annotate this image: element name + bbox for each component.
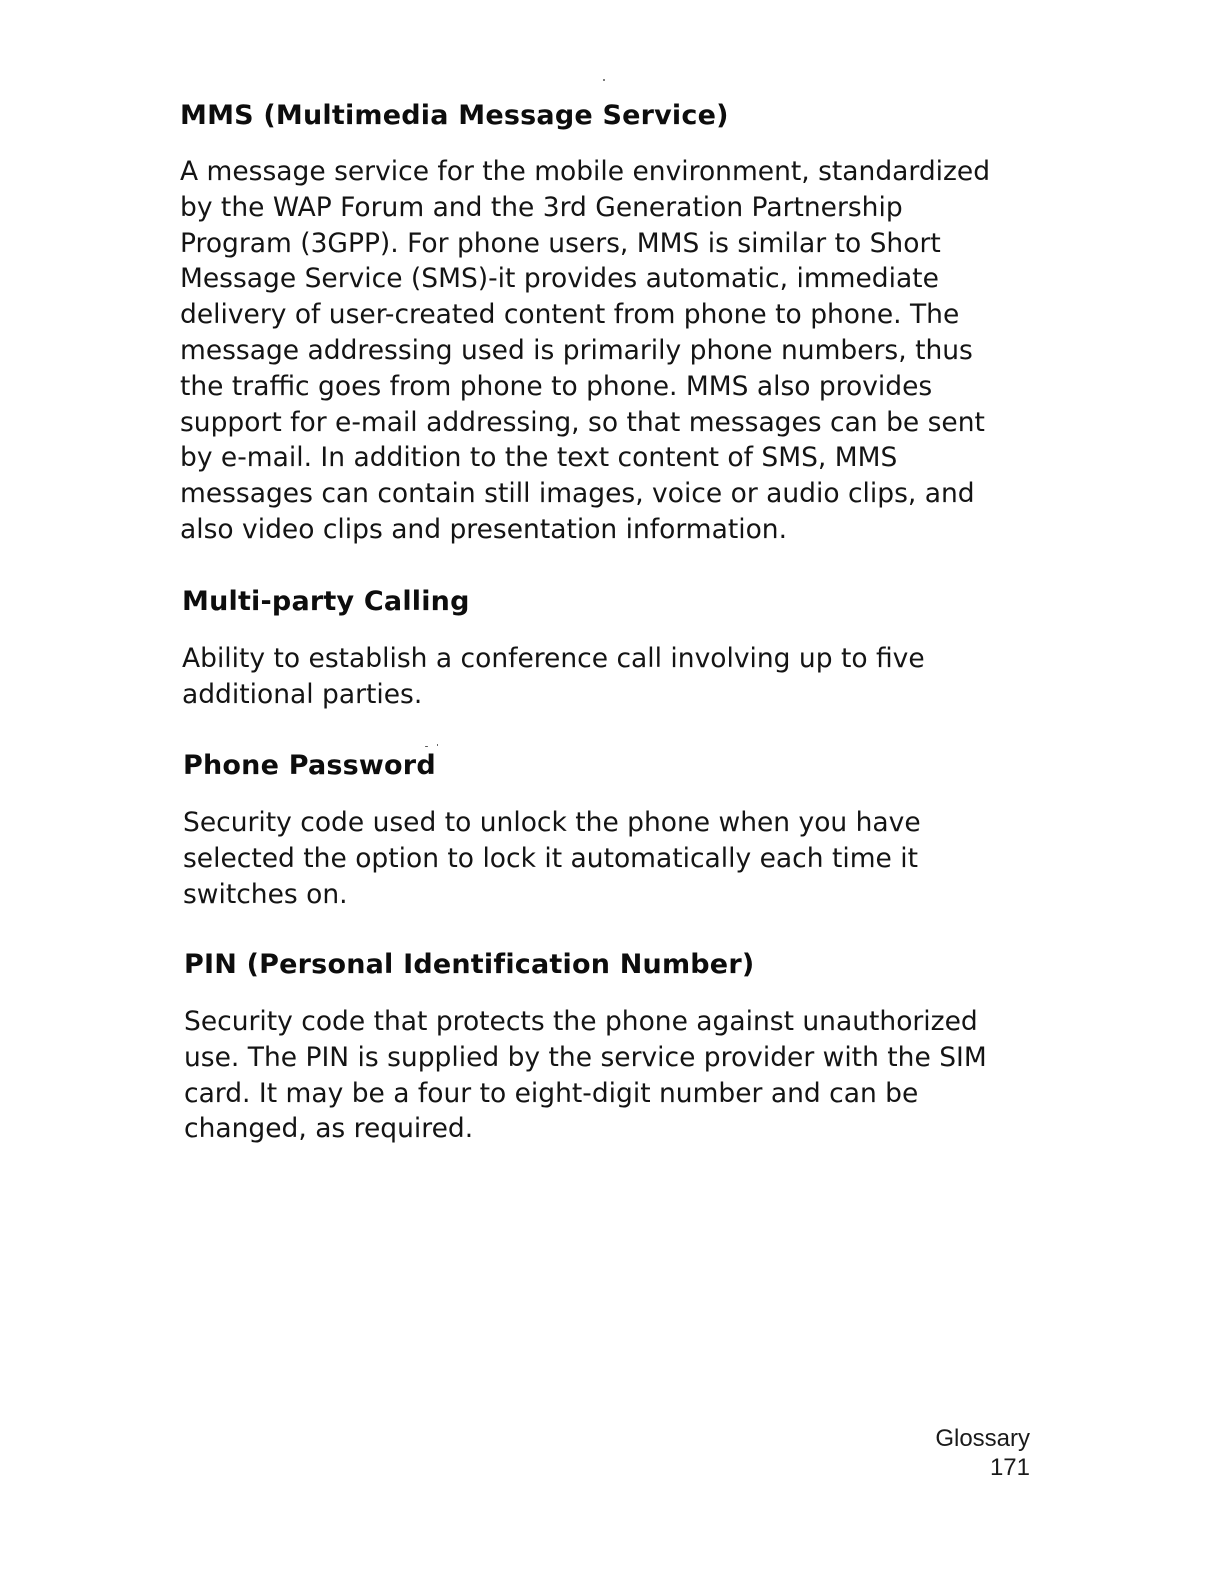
definition-line: changed, as required. [184,1113,474,1145]
term-heading-multi-party-calling: Multi-party Calling [182,586,470,617]
term-heading-phone-password: Phone Password [183,750,436,781]
definition-line: selected the option to lock it automatically each time it [183,842,918,874]
scan-speck [437,744,438,746]
page-footer [935,1424,1030,1482]
definition-line: delivery of user-created content from phone to phone. The [180,299,960,331]
definition-line: Program (3GPP). For phone users, MMS is similar to Short [180,227,941,259]
definition-line: Message Service (SMS)-it provides automatic, immediate [180,263,939,295]
definition-line: additional parties. [182,678,423,710]
scan-speck [603,79,605,81]
definition-line: also video clips and presentation information. [180,513,788,545]
term-definition-pin [184,1004,1044,1147]
page-number: 171 [989,1454,1030,1481]
definition-line: message addressing used is primarily phone numbers, thus [180,334,973,366]
term-definition-phone-password [183,805,1043,912]
definition-line: messages can contain still images, voice or audio clips, and [180,478,975,510]
footer-section-label: Glossary [935,1425,1030,1452]
definition-line: Security code that protects the phone against unauthorized [184,1006,978,1037]
definition-line: by the WAP Forum and the 3rd Generation Partnership [180,191,903,223]
scan-speck [425,746,428,747]
definition-line: use. The PIN is supplied by the service provider with the SIM [184,1041,987,1073]
definition-line: support for e-mail addressing, so that messages can be sent [180,406,985,438]
definition-line: the traffic goes from phone to phone. MMS also provides [180,370,933,402]
definition-line: Security code used to unlock the phone when you have [183,807,921,838]
term-definition-multi-party-calling [182,641,1042,713]
term-definition-mms [180,154,1040,548]
definition-line: Ability to establish a conference call involving up to five [182,643,925,674]
term-heading-pin: PIN (Personal Identification Number) [184,949,755,980]
definition-line: switches on. [183,878,348,910]
definition-line: by e-mail. In addition to the text content of SMS, MMS [180,442,898,474]
term-heading-mms: MMS (Multimedia Message Service) [180,100,729,131]
definition-line: card. It may be a four to eight-digit number and can be [184,1077,919,1109]
definition-line: A message service for the mobile environment, standardized [180,156,991,187]
